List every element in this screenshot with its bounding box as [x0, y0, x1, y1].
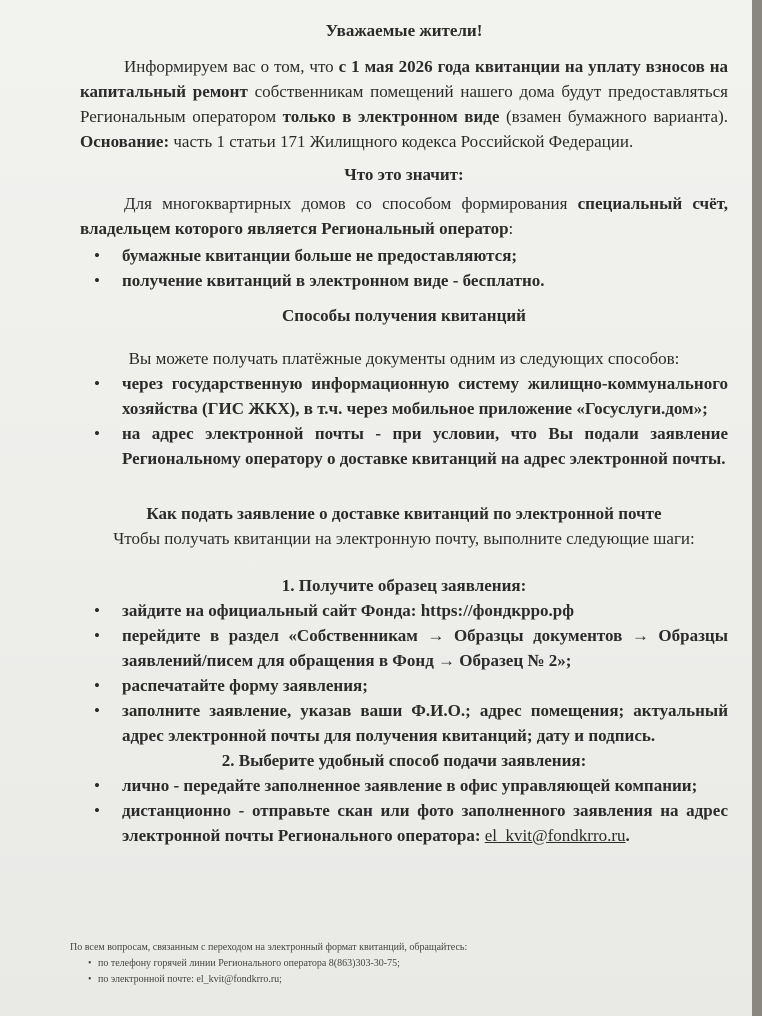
bullet-icon: •: [94, 676, 100, 695]
apply-heading: Как подать заявление о доставке квитанций по электронной почте: [146, 504, 662, 523]
step2-list: [80, 773, 728, 848]
bullet-icon: •: [94, 776, 100, 795]
notice-title: Уважаемые жители!: [325, 21, 483, 40]
list-item: • по телефону горячей линии Регионального оператора 8(863)303-30-75;: [70, 956, 710, 972]
bullet-icon: •: [88, 958, 92, 969]
list-item: • дистанционно - отправьте скан или фото заполненного заявления на адрес электронной почты Регионального оператора: el_kvit@fondkrro.ru.: [80, 798, 728, 848]
intro-paragraph: Информируем вас о том, что с 1 мая 2026 года квитанции на уплату взносов на капитальный ремонт собственникам помещений нашего дома будут предоставляться Региональным оператором только в электронном виде (взамен бумажного варианта). Основание: часть 1 статьи 171 Жилищного кодекса Российской Федерации.: [80, 57, 729, 151]
list-item: • на адрес электронной почты - при условии, что Вы подали заявление Региональному оператору о доставке квитанций на адрес электронной почты.: [80, 421, 728, 471]
methods-lead: Вы можете получать платёжные документы одним из следующих способов:: [128, 349, 680, 368]
methods-heading: Способы получения квитанций: [282, 306, 526, 325]
bullet-icon: •: [94, 271, 100, 290]
list-item: • по электронной почте: el_kvit@fondkrro.ru;: [70, 972, 710, 988]
list-item: • зайдите на официальный сайт Фонда: https://фондкрро.рф: [80, 598, 728, 623]
bullet-icon: •: [94, 374, 100, 393]
apply-lead: Чтобы получать квитанции на электронную почту, выполните следующие шаги:: [113, 529, 695, 548]
list-item: • лично - передайте заполненное заявление в офис управляющей компании;: [80, 773, 728, 798]
list-item: • через государственную информационную систему жилищно-коммунального хозяйства (ГИС ЖКХ), в т.ч. через мобильное приложение «Госуслуги.дом»;: [80, 371, 728, 421]
bullet-icon: •: [94, 701, 100, 720]
footer-list: [70, 956, 710, 988]
list-item: • перейдите в раздел «Собственникам → Образцы документов → Образцы заявлений/писем для обращения в Фонд → Образец № 2»;: [80, 623, 728, 673]
bullet-icon: •: [94, 801, 100, 820]
methods-list: [80, 371, 728, 471]
bullet-icon: •: [94, 626, 100, 645]
bullet-icon: •: [94, 601, 100, 620]
step1-heading: 1. Получите образец заявления:: [281, 576, 527, 595]
footer-contacts: [70, 940, 710, 988]
notice-body: [80, 16, 728, 848]
meaning-paragraph: Для многоквартирных домов со способом формирования специальный счёт, владельцем которого является Региональный оператор:: [80, 194, 728, 238]
page-edge: [752, 0, 762, 1016]
meaning-list: [80, 243, 728, 293]
meaning-heading: Что это значит:: [344, 165, 464, 184]
step1-list: [80, 598, 728, 748]
bullet-icon: •: [94, 246, 100, 265]
footer-lead: По всем вопросам, связанным с переходом на электронный формат квитанций, обращайтесь:: [70, 942, 468, 953]
list-item: • распечатайте форму заявления;: [80, 673, 728, 698]
list-item: • получение квитанций в электронном виде - бесплатно.: [80, 268, 728, 293]
bullet-icon: •: [94, 424, 100, 443]
email-link[interactable]: el_kvit@fondkrro.ru: [484, 826, 626, 845]
bullet-icon: •: [88, 974, 92, 985]
list-item: • заполните заявление, указав ваши Ф.И.О.; адрес помещения; актуальный адрес электронной почты для получения квитанций; дату и подпись.: [80, 698, 728, 748]
step2-heading: 2. Выберите удобный способ подачи заявления:: [221, 751, 587, 770]
list-item: • бумажные квитанции больше не предоставляются;: [80, 243, 728, 268]
